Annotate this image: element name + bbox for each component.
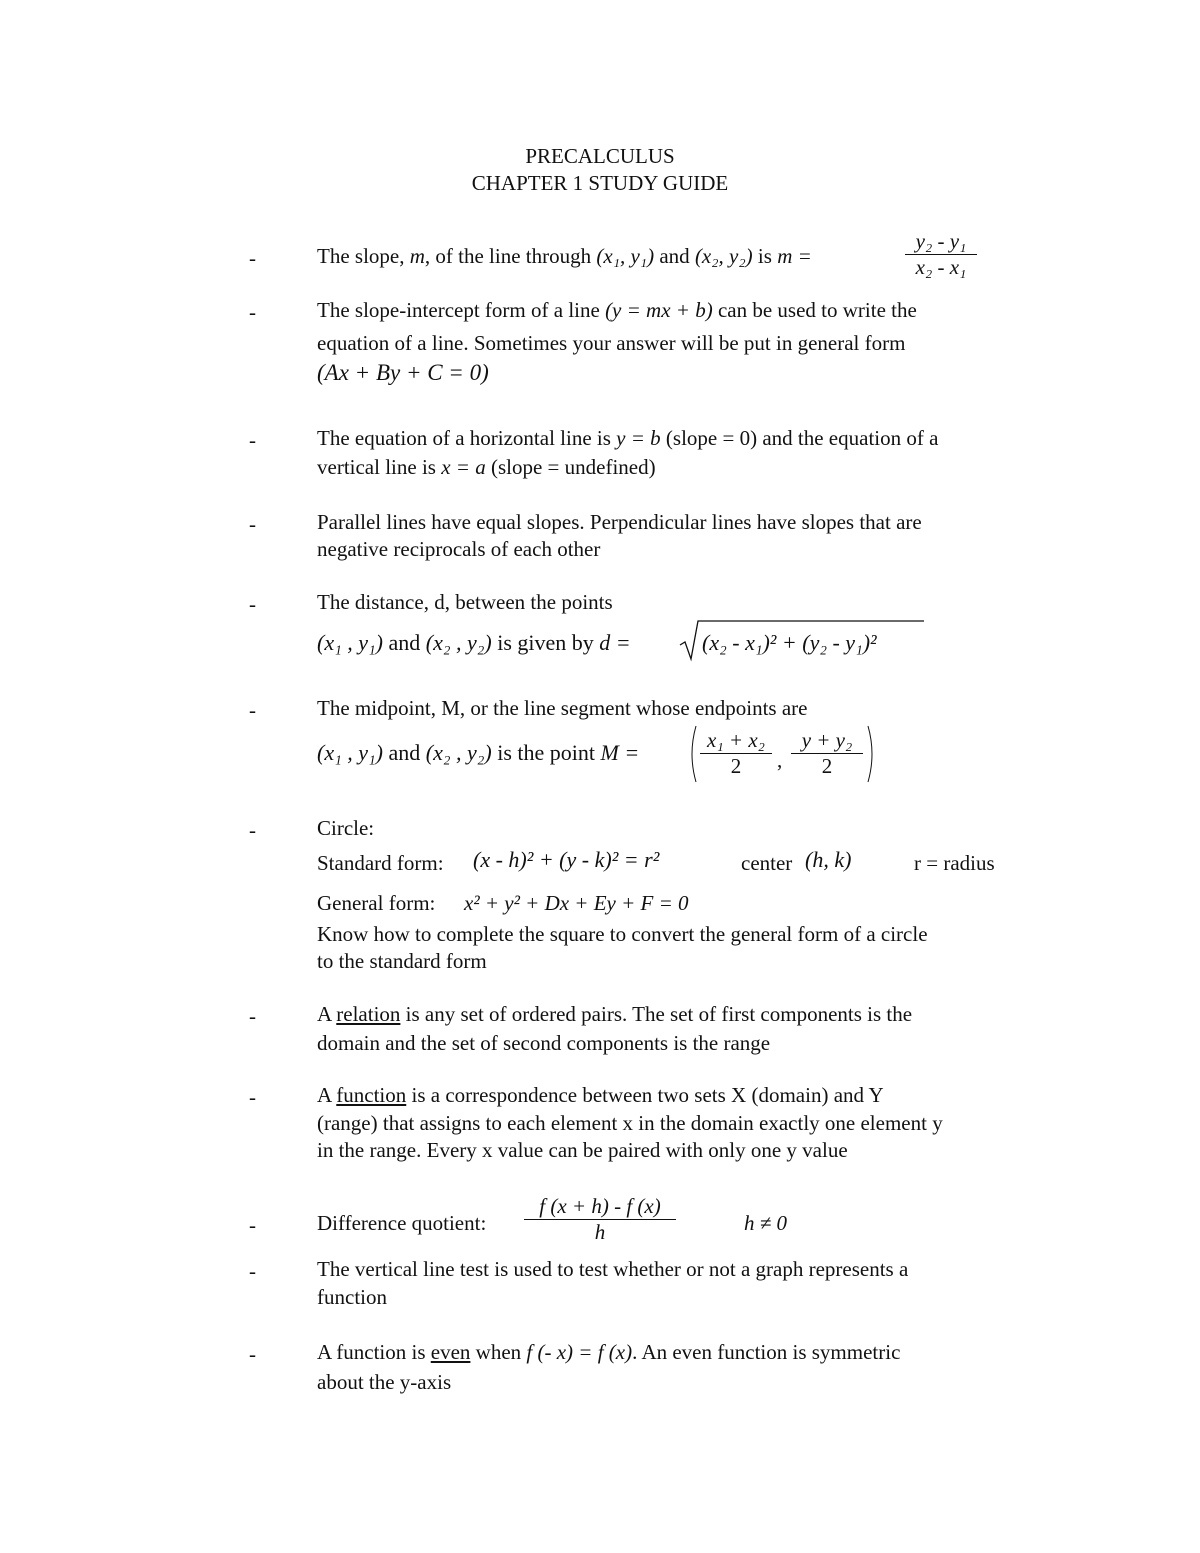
midpoint-x-denominator: 2	[730, 754, 742, 778]
distance-point-1: (x₁ , y₁)	[317, 630, 383, 655]
bullet-dash: -	[249, 1259, 256, 1283]
circle-standard-label: Standard form:	[317, 851, 444, 875]
slope-m-eq: m =	[777, 244, 812, 268]
slope-text-a: The slope,	[317, 244, 410, 268]
midpoint-y-denominator: 2	[821, 754, 833, 778]
horizontal-text-b: (slope = 0) and the equation of a	[665, 426, 939, 450]
circle-standard-equation: (x - h)² + (y - k)² = r²	[473, 847, 660, 872]
bullet-dash: -	[249, 698, 256, 722]
bullet-dash: -	[249, 818, 256, 842]
general-form-equation: (Ax + By + C = 0)	[317, 360, 489, 385]
left-paren-icon	[686, 724, 698, 784]
bullet-dash: -	[249, 1004, 256, 1028]
horizontal-text-a: The equation of a horizontal line is	[317, 426, 611, 450]
even-line-2: about the y-axis	[317, 1370, 452, 1394]
bullet-dash: -	[249, 246, 256, 270]
circle-general-equation: x² + y² + Dx + Ey + F = 0	[464, 891, 689, 915]
distance-d-eq: d =	[599, 630, 631, 655]
relation-a: A	[317, 1002, 337, 1026]
midpoint-fraction-y	[791, 728, 863, 779]
midpoint-m-eq: M =	[600, 740, 640, 765]
bullet-dash: -	[249, 300, 256, 324]
midpoint-left-paren	[686, 724, 698, 790]
parallel-line-2: negative reciprocals of each other	[317, 537, 601, 561]
vertical-line-2	[317, 455, 656, 480]
circle-general-label: General form:	[317, 891, 436, 915]
bullet-dash: -	[249, 512, 256, 536]
vertical-text-a: vertical line is	[317, 455, 436, 479]
parallel-line-1: Parallel lines have equal slopes. Perpendicular lines have slopes that are	[317, 510, 922, 534]
page-title: PRECALCULUS	[525, 144, 675, 168]
distance-point-2: (x₂ , y₂)	[425, 630, 492, 655]
slope-fraction-numerator: y₂ - y₁	[915, 229, 967, 253]
circle-line-5: to the standard form	[317, 949, 487, 973]
distance-radicand: (x₂ - x₁)² + (y₂ - y₁)²	[702, 630, 877, 655]
midpoint-point-2: (x₂ , y₂)	[425, 740, 492, 765]
difference-fraction	[524, 1194, 676, 1245]
horizontal-line-1	[317, 426, 938, 451]
midpoint-y-numerator: y + y₂	[801, 728, 853, 752]
function-line-3: in the range. Every x value can be paired with only one y value	[317, 1138, 848, 1162]
slope-intercept-line-1	[317, 298, 917, 323]
midpoint-fraction-x	[700, 728, 772, 779]
midpoint-x-numerator: x₁ + x₂	[707, 728, 765, 752]
vertical-test-line-1: The vertical line test is used to test whether or not a graph represents a	[317, 1257, 909, 1281]
function-line-2: (range) that assigns to each element x in the domain exactly one element y	[317, 1111, 943, 1135]
slope-is: is	[757, 244, 772, 268]
slope-fraction	[905, 229, 977, 280]
bullet-dash: -	[249, 1213, 256, 1237]
even-term: even	[430, 1340, 471, 1364]
circle-line-4: Know how to complete the square to convert the general form of a circle	[317, 922, 928, 946]
relation-line-2: domain and the set of second components is the range	[317, 1031, 771, 1055]
relation-term: relation	[336, 1002, 401, 1026]
vertical-text-b: (slope = undefined)	[490, 455, 656, 479]
midpoint-and: and	[388, 740, 421, 765]
slope-text-b: , of the line through	[424, 244, 592, 268]
midpoint-right-paren	[866, 724, 878, 790]
even-text-c: . An even function is symmetric	[632, 1340, 901, 1364]
midpoint-comma: ,	[777, 748, 783, 772]
circle-center-label: center	[741, 851, 793, 875]
bullet-dash: -	[249, 592, 256, 616]
midpoint-point-1: (x₁ , y₁)	[317, 740, 383, 765]
slope-point-1: (x₁, y₁)	[596, 244, 655, 268]
function-text-b: is a correspondence between two sets X (domain) and Y	[406, 1083, 884, 1107]
slope-var: m	[409, 244, 425, 268]
slope-item	[317, 244, 812, 269]
slope-intercept-text-b: can be used to write the	[717, 298, 917, 322]
function-line-1	[317, 1083, 884, 1108]
circle-center-equation: (h, k)	[805, 847, 852, 872]
relation-line-1	[317, 1002, 912, 1027]
page-subtitle: CHAPTER 1 STUDY GUIDE	[471, 171, 729, 195]
midpoint-formula-line	[317, 740, 639, 766]
even-text-b: when	[470, 1340, 522, 1364]
function-term: function	[336, 1083, 407, 1107]
function-a: A	[317, 1083, 337, 1107]
difference-numerator: f (x + h) - f (x)	[539, 1194, 661, 1218]
vertical-test-line-2: function	[317, 1285, 387, 1309]
bullet-dash: -	[249, 1342, 256, 1366]
horizontal-equation: y = b	[616, 426, 661, 450]
slope-point-2: (x₂, y₂)	[694, 244, 753, 268]
distance-given: is given by	[497, 630, 594, 655]
difference-condition: h ≠ 0	[744, 1211, 788, 1235]
relation-text-b: is any set of ordered pairs. The set of first components is the	[400, 1002, 913, 1026]
midpoint-line-1: The midpoint, M, or the line segment whose endpoints are	[317, 696, 808, 720]
even-line-1	[317, 1340, 900, 1365]
slope-intercept-line-2: equation of a line. Sometimes your answer will be put in general form	[317, 331, 906, 355]
slope-intercept-equation: (y = mx + b)	[605, 298, 713, 322]
midpoint-is-point: is the point	[497, 740, 596, 765]
even-equation: f (- x) = f (x)	[526, 1340, 633, 1364]
slope-fraction-denominator: x₂ - x₁	[915, 255, 967, 279]
bullet-dash: -	[249, 1085, 256, 1109]
right-paren-icon	[866, 724, 878, 784]
circle-radius: r = radius	[914, 851, 995, 875]
distance-and: and	[388, 630, 421, 655]
circle-label: Circle:	[317, 816, 375, 840]
difference-denominator: h	[594, 1220, 606, 1244]
difference-label: Difference quotient:	[317, 1211, 487, 1235]
distance-formula-line	[317, 630, 631, 656]
even-text-a: A function is	[317, 1340, 431, 1364]
bullet-dash: -	[249, 428, 256, 452]
slope-intercept-text-a: The slope-intercept form of a line	[317, 298, 600, 322]
distance-line-1: The distance, d, between the points	[317, 590, 613, 614]
slope-and: and	[659, 244, 690, 268]
vertical-equation: x = a	[441, 455, 486, 479]
